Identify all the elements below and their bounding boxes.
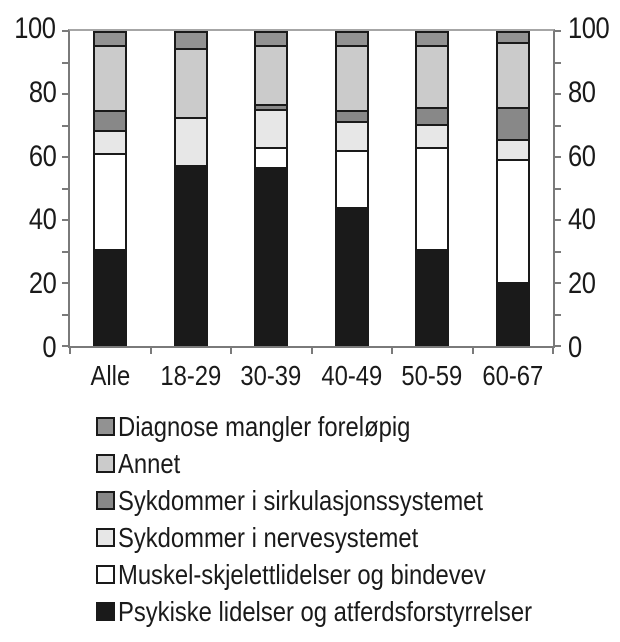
x-axis-tick — [472, 348, 474, 354]
bar-segment — [417, 109, 447, 126]
x-axis-tick — [150, 348, 152, 354]
x-category-label-text: 18-29 — [160, 360, 222, 391]
x-category-label-text: 30-39 — [240, 360, 302, 391]
y-tick-label-text: 100 — [14, 12, 56, 45]
bar-segment — [95, 47, 125, 112]
bar-segment — [498, 109, 528, 141]
x-axis-tick — [552, 348, 554, 354]
bar-segment — [176, 167, 206, 344]
y-axis-tick-right — [555, 62, 561, 64]
bar-segment — [95, 251, 125, 344]
bar-segment — [95, 112, 125, 132]
legend-item — [96, 519, 605, 556]
y-tick-label-left — [0, 139, 56, 173]
stacked-bar-30-39 — [254, 31, 288, 346]
bar-segment — [417, 251, 447, 344]
y-tick-label-left — [0, 75, 56, 109]
y-tick-label-text: 60 — [568, 139, 596, 173]
legend-label: Diagnose mangler foreløpig — [118, 411, 411, 442]
y-tick-label-text: 80 — [568, 75, 596, 109]
x-category-label-text: 60-67 — [482, 360, 544, 391]
y-tick-label-left — [0, 205, 56, 235]
legend-swatch — [96, 565, 115, 584]
bar-segment — [337, 33, 367, 47]
x-category-label — [230, 360, 312, 392]
bar-segment — [337, 112, 367, 123]
stacked-bar-18-29 — [174, 31, 208, 346]
stacked-bar-40-49 — [335, 31, 369, 346]
legend-swatch — [96, 602, 115, 621]
y-axis-tick-left — [62, 219, 68, 221]
x-category-label — [472, 360, 554, 392]
legend-item — [96, 482, 605, 519]
x-category-label-text: 40-49 — [321, 360, 383, 391]
y-axis-tick-right — [555, 93, 561, 95]
y-tick-label-text: 20 — [28, 267, 56, 301]
y-axis-tick-right — [555, 251, 561, 253]
y-tick-label-text: 40 — [568, 203, 596, 237]
legend-item — [96, 593, 605, 630]
y-axis-tick-left — [62, 188, 68, 190]
bar-segment — [256, 33, 286, 47]
y-tick-label-right — [568, 139, 600, 173]
bar-segment — [417, 149, 447, 250]
bar-segment — [498, 141, 528, 161]
bar-segment — [498, 284, 528, 344]
y-tick-label-text: 0 — [42, 331, 56, 364]
bar-segment — [176, 33, 206, 50]
y-tick-label-right — [568, 205, 600, 235]
x-category-label — [391, 360, 473, 392]
y-tick-label-text: 40 — [28, 203, 56, 237]
x-category-label-text: 50-59 — [401, 360, 463, 391]
x-category-label-text: Alle — [90, 360, 131, 391]
legend-label: Annet — [118, 448, 181, 479]
y-tick-label-text: 20 — [568, 267, 596, 301]
y-axis-tick-left — [62, 314, 68, 316]
legend-label: Psykiske lidelser og atferdsforstyrrelser — [118, 596, 532, 627]
y-axis-tick-right — [555, 30, 561, 32]
bar-segment — [498, 44, 528, 109]
bar-segment — [256, 47, 286, 106]
y-tick-label-text: 80 — [28, 75, 56, 109]
y-tick-label-left — [0, 269, 56, 299]
bar-segment — [498, 161, 528, 283]
y-axis-tick-right — [555, 314, 561, 316]
legend-swatch — [96, 491, 115, 510]
bar-segment — [337, 123, 367, 152]
y-tick-label-right — [568, 14, 617, 44]
y-axis-tick-left — [62, 62, 68, 64]
bar-segment — [417, 33, 447, 47]
stacked-bar-alle — [93, 31, 127, 346]
bar-segment — [95, 155, 125, 250]
legend-swatch — [96, 454, 115, 473]
bar-segment — [176, 50, 206, 119]
y-axis-tick-left — [62, 125, 68, 127]
y-tick-label-left — [0, 333, 56, 363]
bar-segment — [498, 33, 528, 44]
x-axis-tick — [69, 348, 71, 354]
stacked-bar-50-59 — [415, 31, 449, 346]
y-tick-label-right — [568, 333, 584, 363]
y-tick-label-text: 100 — [568, 12, 610, 45]
y-axis-tick-right — [555, 125, 561, 127]
bar-segment — [337, 152, 367, 208]
legend-swatch — [96, 528, 115, 547]
y-tick-label-right — [568, 75, 600, 109]
y-axis-tick-left — [62, 251, 68, 253]
bar-segment — [417, 126, 447, 149]
y-tick-label-text: 60 — [28, 139, 56, 173]
y-axis-tick-right — [555, 219, 561, 221]
y-axis-tick-left — [62, 156, 68, 158]
bar-segment — [95, 33, 125, 47]
legend-label: Sykdommer i sirkulasjonssystemet — [118, 485, 484, 516]
bar-segment — [95, 132, 125, 155]
x-axis-tick — [391, 348, 393, 354]
x-axis-tick — [230, 348, 232, 354]
y-axis-tick-right — [555, 282, 561, 284]
bar-segment — [417, 47, 447, 109]
y-axis-tick-left — [62, 345, 68, 347]
legend-item — [96, 408, 605, 445]
legend-swatch — [96, 417, 115, 436]
plot-area — [68, 29, 555, 348]
x-category-label — [150, 360, 232, 392]
bar-segment — [256, 149, 286, 169]
bar-segment — [176, 119, 206, 167]
y-tick-label-text: 0 — [568, 331, 582, 364]
x-category-label — [311, 360, 393, 392]
bar-segment — [337, 209, 367, 344]
y-axis-tick-left — [62, 93, 68, 95]
legend-item — [96, 445, 605, 482]
legend-label: Muskel-skjelettlidelser og bindevev — [118, 559, 486, 590]
stacked-bar-60-67 — [496, 31, 530, 346]
y-tick-label-left — [0, 14, 56, 44]
y-axis-tick-left — [62, 282, 68, 284]
bar-segment — [256, 111, 286, 149]
y-axis-tick-right — [555, 188, 561, 190]
x-category-label — [69, 360, 151, 392]
legend-label: Sykdommer i nervesystemet — [118, 522, 419, 553]
y-axis-tick-right — [555, 345, 561, 347]
x-axis-tick — [311, 348, 313, 354]
legend-item — [96, 556, 605, 593]
y-axis-tick-left — [62, 30, 68, 32]
y-tick-label-right — [568, 269, 600, 299]
y-axis-tick-right — [555, 156, 561, 158]
bar-segment — [256, 169, 286, 344]
bar-segment — [337, 47, 367, 112]
chart-legend — [96, 408, 605, 630]
